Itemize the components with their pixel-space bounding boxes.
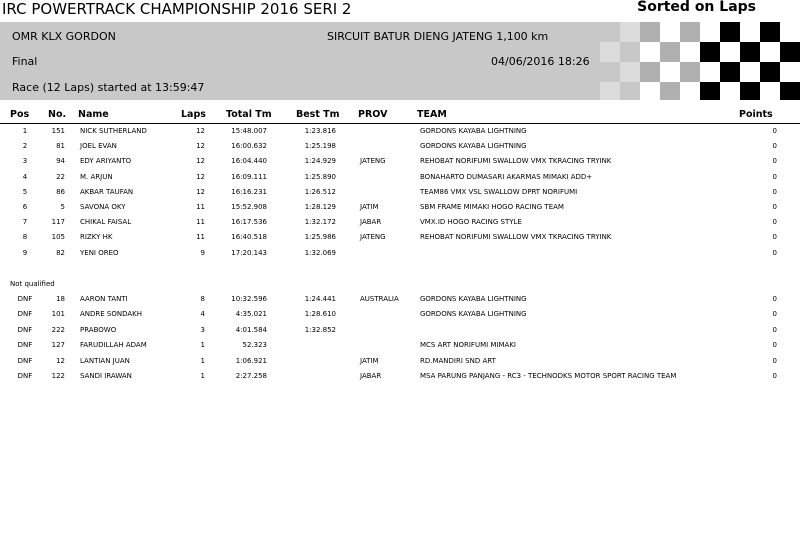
flag-square — [720, 22, 740, 42]
event-banner — [0, 22, 800, 100]
cell-laps: 1 — [200, 356, 205, 365]
circuit-name: SIRCUIT BATUR DIENG JATENG 1,100 km — [327, 30, 549, 43]
cell-best-time: 1:24.441 — [304, 295, 336, 303]
flag-square — [700, 42, 720, 62]
cell-laps: 9 — [200, 248, 205, 257]
flag-square — [740, 82, 760, 100]
cell-best-time: 1:32.852 — [304, 325, 336, 334]
cell-team: MSA PARUNG PANJANG - RC3 - TECHNODKS MOTOR SPORT RACING TEAM — [420, 372, 677, 380]
cell-pos: 1 — [22, 127, 28, 135]
cell-no: 82 — [56, 248, 65, 257]
cell-team: SBM FRAME MIMAKI HOGO RACING TEAM — [420, 203, 564, 211]
cell-no: 81 — [56, 142, 65, 151]
session-datetime: 04/06/2016 18:26 — [491, 55, 590, 68]
cell-points: 0 — [772, 295, 777, 303]
cell-total-time: 16:16.231 — [231, 187, 267, 196]
flag-square — [620, 42, 640, 62]
col-total-time: Total Tm — [226, 109, 272, 120]
cell-total-time: 15:48.007 — [231, 127, 267, 135]
flag-square — [660, 62, 680, 82]
table-row — [0, 139, 800, 154]
table-row — [0, 170, 800, 185]
cell-no: 101 — [51, 310, 65, 319]
cell-team: REHOBAT NORIFUMI SWALLOW VMX TKRACING TRYINK — [420, 157, 612, 166]
flag-square — [660, 22, 680, 42]
sort-label: Sorted on Laps — [637, 0, 756, 15]
col-province: PROV — [358, 109, 388, 120]
cell-no: 117 — [51, 218, 65, 227]
cell-pos: 4 — [22, 172, 28, 181]
flag-square — [620, 22, 640, 42]
table-row — [0, 215, 800, 230]
flag-square — [620, 62, 640, 82]
organizer: OMR KLX GORDON — [12, 30, 116, 43]
cell-name: JOEL EVAN — [80, 142, 117, 151]
cell-best-time: 1:26.512 — [304, 187, 336, 196]
cell-laps: 12 — [196, 157, 205, 166]
flag-square — [740, 22, 760, 42]
flag-square — [780, 22, 800, 42]
cell-laps: 1 — [200, 341, 205, 350]
cell-pos: DNF — [17, 372, 33, 380]
cell-total-time: 52.323 — [242, 341, 267, 350]
flag-square — [780, 62, 800, 82]
cell-best-time: 1:28.610 — [304, 310, 336, 319]
cell-team: MCS ART NORIFUMI MIMAKI — [420, 341, 516, 350]
cell-name: EDY ARIYANTO — [80, 157, 132, 166]
cell-total-time: 16:00.632 — [231, 142, 267, 151]
table-row — [0, 323, 800, 338]
cell-no: 122 — [51, 372, 65, 380]
col-pos: Pos — [10, 109, 30, 120]
cell-points: 0 — [772, 310, 777, 319]
cell-no: 105 — [51, 233, 65, 242]
flag-square — [680, 42, 700, 62]
checkered-flag-icon — [600, 22, 800, 100]
table-row — [0, 246, 800, 261]
cell-team: GORDONS KAYABA LIGHTNING — [420, 310, 527, 319]
results-table-header — [0, 108, 800, 124]
flag-square — [660, 42, 680, 62]
table-row — [0, 124, 800, 139]
flag-square — [620, 82, 640, 100]
flag-square — [720, 42, 740, 62]
table-row — [0, 292, 800, 307]
cell-name: FARUDILLAH ADAM — [80, 341, 147, 350]
cell-laps: 12 — [196, 187, 205, 196]
cell-total-time: 10:32.596 — [231, 295, 267, 303]
table-row — [0, 338, 800, 353]
flag-square — [780, 42, 800, 62]
flag-square — [600, 62, 620, 82]
cell-best-time: 1:32.069 — [304, 248, 336, 257]
cell-laps: 3 — [200, 325, 205, 334]
cell-name: SANDI IRAWAN — [80, 372, 132, 380]
flag-square — [720, 62, 740, 82]
flag-square — [740, 62, 760, 82]
cell-no: 151 — [51, 127, 65, 135]
cell-points: 0 — [772, 142, 777, 151]
flag-square — [600, 42, 620, 62]
table-row — [0, 154, 800, 169]
cell-total-time: 16:09.111 — [231, 172, 267, 181]
cell-no: 12 — [56, 356, 65, 365]
flag-square — [780, 82, 800, 100]
flag-square — [600, 22, 620, 42]
cell-pos: DNF — [17, 341, 33, 350]
cell-laps: 1 — [200, 372, 205, 380]
cell-points: 0 — [772, 203, 777, 211]
cell-laps: 11 — [196, 203, 205, 211]
flag-square — [640, 82, 660, 100]
cell-name: AKBAR TAUFAN — [80, 187, 134, 196]
cell-pos: 3 — [22, 157, 28, 166]
cell-pos: DNF — [17, 356, 33, 365]
flag-square — [760, 42, 780, 62]
cell-team: VMX.ID HOGO RACING STYLE — [420, 218, 522, 227]
cell-total-time: 2:27.258 — [235, 372, 267, 380]
flag-square — [640, 22, 660, 42]
cell-laps: 4 — [200, 310, 205, 319]
col-laps: Laps — [181, 109, 206, 120]
cell-total-time: 4:01.584 — [235, 325, 267, 334]
cell-name: AARON TANTI — [80, 295, 128, 303]
flag-square — [760, 82, 780, 100]
cell-team: GORDONS KAYABA LIGHTNING — [420, 127, 527, 135]
cell-total-time: 16:17.536 — [231, 218, 267, 227]
cell-points: 0 — [772, 127, 777, 135]
cell-name: RIZKY HK — [80, 233, 113, 242]
cell-points: 0 — [772, 356, 777, 365]
flag-square — [680, 82, 700, 100]
cell-pos: DNF — [17, 295, 33, 303]
table-row — [0, 354, 800, 369]
cell-province: JATENG — [360, 157, 386, 166]
flag-square — [680, 22, 700, 42]
report-title: IRC POWERTRACK CHAMPIONSHIP 2016 SERI 2 — [2, 0, 352, 18]
cell-laps: 11 — [196, 218, 205, 227]
cell-name: PRABOWO — [80, 325, 117, 334]
cell-no: 18 — [56, 295, 65, 303]
col-name: Name — [78, 109, 109, 120]
col-no: No. — [48, 109, 67, 120]
flag-square — [660, 82, 680, 100]
cell-points: 0 — [772, 187, 777, 196]
table-row — [0, 185, 800, 200]
cell-best-time: 1:32.172 — [304, 218, 336, 227]
cell-points: 0 — [772, 325, 777, 334]
cell-name: SAVONA OKY — [80, 203, 126, 211]
cell-laps: 11 — [196, 233, 205, 242]
cell-pos: 2 — [22, 142, 28, 151]
cell-province: AUSTRALIA — [360, 295, 399, 303]
cell-team: TEAM86 VMX VSL SWALLOW DPRT NORIFUMI — [420, 187, 578, 196]
cell-province: JABAR — [360, 372, 382, 380]
cell-points: 0 — [772, 248, 777, 257]
cell-team: RD.MANDIRI SND ART — [420, 356, 496, 365]
cell-laps: 12 — [196, 127, 205, 135]
cell-province: JATIM — [360, 356, 379, 365]
flag-square — [740, 42, 760, 62]
cell-total-time: 17:20.143 — [231, 248, 267, 257]
cell-best-time: 1:23.816 — [304, 127, 336, 135]
cell-best-time: 1:25.198 — [304, 142, 336, 151]
cell-name: YENI OREO — [80, 248, 119, 257]
cell-best-time: 1:24.929 — [304, 157, 336, 166]
cell-name: LANTIAN JUAN — [80, 356, 130, 365]
cell-province: JATENG — [360, 233, 386, 242]
flag-square — [640, 62, 660, 82]
not-qualified-label: Not qualified — [10, 280, 55, 288]
cell-points: 0 — [772, 157, 777, 166]
cell-name: CHIKAL FAISAL — [80, 218, 132, 227]
cell-best-time: 1:25.890 — [304, 172, 336, 181]
cell-pos: 9 — [22, 248, 28, 257]
col-points: Points — [739, 109, 773, 120]
cell-pos: DNF — [17, 325, 33, 334]
cell-province: JATIM — [360, 203, 379, 211]
flag-square — [760, 62, 780, 82]
flag-square — [680, 62, 700, 82]
cell-pos: 7 — [22, 218, 28, 227]
cell-total-time: 4:35.021 — [235, 310, 267, 319]
cell-total-time: 1:06.921 — [235, 356, 267, 365]
cell-province: JABAR — [360, 218, 382, 227]
flag-square — [720, 82, 740, 100]
cell-no: 86 — [56, 187, 65, 196]
cell-no: 5 — [60, 203, 65, 211]
flag-square — [640, 42, 660, 62]
table-row — [0, 230, 800, 245]
flag-square — [760, 22, 780, 42]
race-start-info: Race (12 Laps) started at 13:59:47 — [12, 81, 205, 94]
cell-best-time: 1:25.986 — [304, 233, 336, 242]
table-row — [0, 200, 800, 215]
cell-points: 0 — [772, 172, 777, 181]
cell-team: GORDONS KAYABA LIGHTNING — [420, 295, 527, 303]
flag-square — [600, 82, 620, 100]
cell-team: BONAHARTO DUMASARI AKARMAS MIMAKI ADD+ — [420, 172, 593, 181]
cell-laps: 12 — [196, 142, 205, 151]
cell-no: 127 — [51, 341, 65, 350]
cell-best-time: 1:28.129 — [304, 203, 336, 211]
flag-square — [700, 82, 720, 100]
cell-no: 22 — [56, 172, 65, 181]
cell-points: 0 — [772, 233, 777, 242]
cell-team: REHOBAT NORIFUMI SWALLOW VMX TKRACING TRYINK — [420, 233, 612, 242]
table-row — [0, 369, 800, 384]
cell-laps: 8 — [200, 295, 205, 303]
cell-total-time: 16:04.440 — [231, 157, 267, 166]
cell-pos: DNF — [17, 310, 33, 319]
cell-no: 222 — [51, 325, 65, 334]
cell-team: GORDONS KAYABA LIGHTNING — [420, 142, 527, 151]
cell-name: ANDRE SONDAKH — [80, 310, 143, 319]
cell-laps: 12 — [196, 172, 205, 181]
cell-points: 0 — [772, 341, 777, 350]
cell-name: NICK SUTHERLAND — [80, 127, 147, 135]
cell-points: 0 — [772, 218, 777, 227]
cell-no: 94 — [56, 157, 65, 166]
cell-name: M. ARJUN — [80, 172, 113, 181]
col-best-time: Best Tm — [296, 109, 340, 120]
table-row — [0, 307, 800, 322]
cell-total-time: 16:40.518 — [231, 233, 267, 242]
flag-square — [700, 22, 720, 42]
cell-pos: 6 — [22, 203, 28, 211]
flag-square — [700, 62, 720, 82]
session-name: Final — [12, 55, 38, 68]
cell-pos: 8 — [22, 233, 28, 242]
col-team: TEAM — [417, 109, 447, 120]
cell-total-time: 15:52.908 — [231, 203, 267, 211]
cell-pos: 5 — [22, 187, 28, 196]
cell-points: 0 — [772, 372, 777, 380]
